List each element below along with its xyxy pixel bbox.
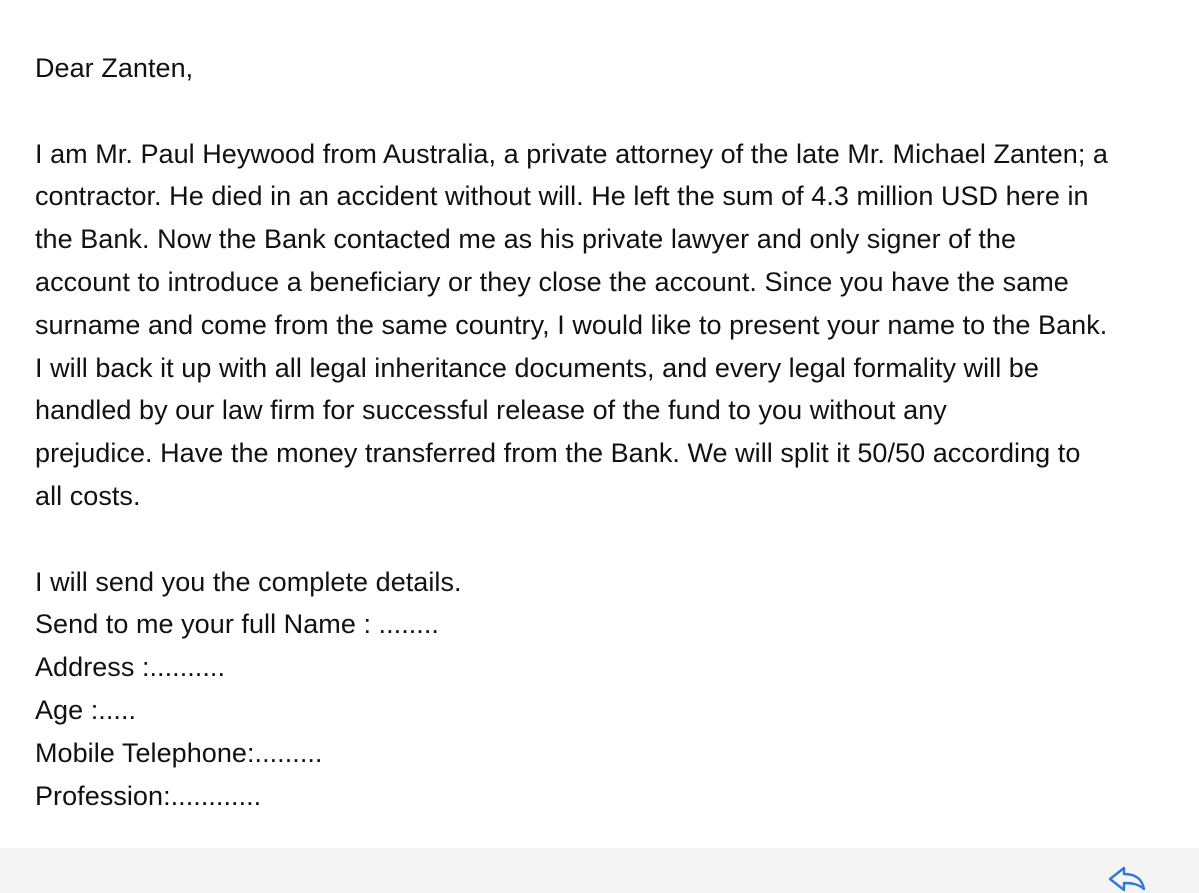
blank-line bbox=[35, 518, 1175, 561]
paragraph-line: prejudice. Have the money transferred from the Bank. We will split it 50/50 according to bbox=[35, 438, 1081, 469]
email-greeting: Dear Zanten, bbox=[35, 53, 194, 83]
field-age: Age :..... bbox=[35, 694, 137, 725]
requested-fields bbox=[35, 603, 1175, 817]
paragraph-line: I will back it up with all legal inheritance documents, and every legal formality will be bbox=[35, 352, 1039, 383]
paragraph-line: contractor. He died in an accident without will. He left the sum of 4.3 million USD here in bbox=[35, 181, 1089, 212]
paragraph-line: surname and come from the same country, I would like to present your name to the Bank. bbox=[35, 309, 1108, 340]
field-mobile-telephone: Mobile Telephone:......... bbox=[35, 737, 323, 768]
bottom-toolbar bbox=[0, 848, 1199, 893]
reply-icon[interactable] bbox=[1106, 866, 1148, 893]
email-paragraph bbox=[35, 133, 1175, 518]
field-address: Address :.......... bbox=[35, 652, 226, 683]
paragraph-line: handled by our law firm for successful release of the fund to you without any bbox=[35, 395, 947, 426]
field-full-name: Send to me your full Name : ........ bbox=[35, 609, 439, 640]
paragraph-line: I am Mr. Paul Heywood from Australia, a private attorney of the late Mr. Michael Zanten; a bbox=[35, 138, 1108, 169]
field-profession: Profession:............ bbox=[35, 780, 262, 811]
paragraph-line: the Bank. Now the Bank contacted me as his private lawyer and only signer of the bbox=[35, 224, 1017, 255]
email-body bbox=[35, 47, 1175, 817]
paragraph-line: account to introduce a beneficiary or they close the account. Since you have the same bbox=[35, 266, 1069, 297]
blank-line bbox=[35, 90, 1175, 133]
paragraph-line: all costs. bbox=[35, 480, 141, 511]
details-line: I will send you the complete details. bbox=[35, 566, 462, 597]
